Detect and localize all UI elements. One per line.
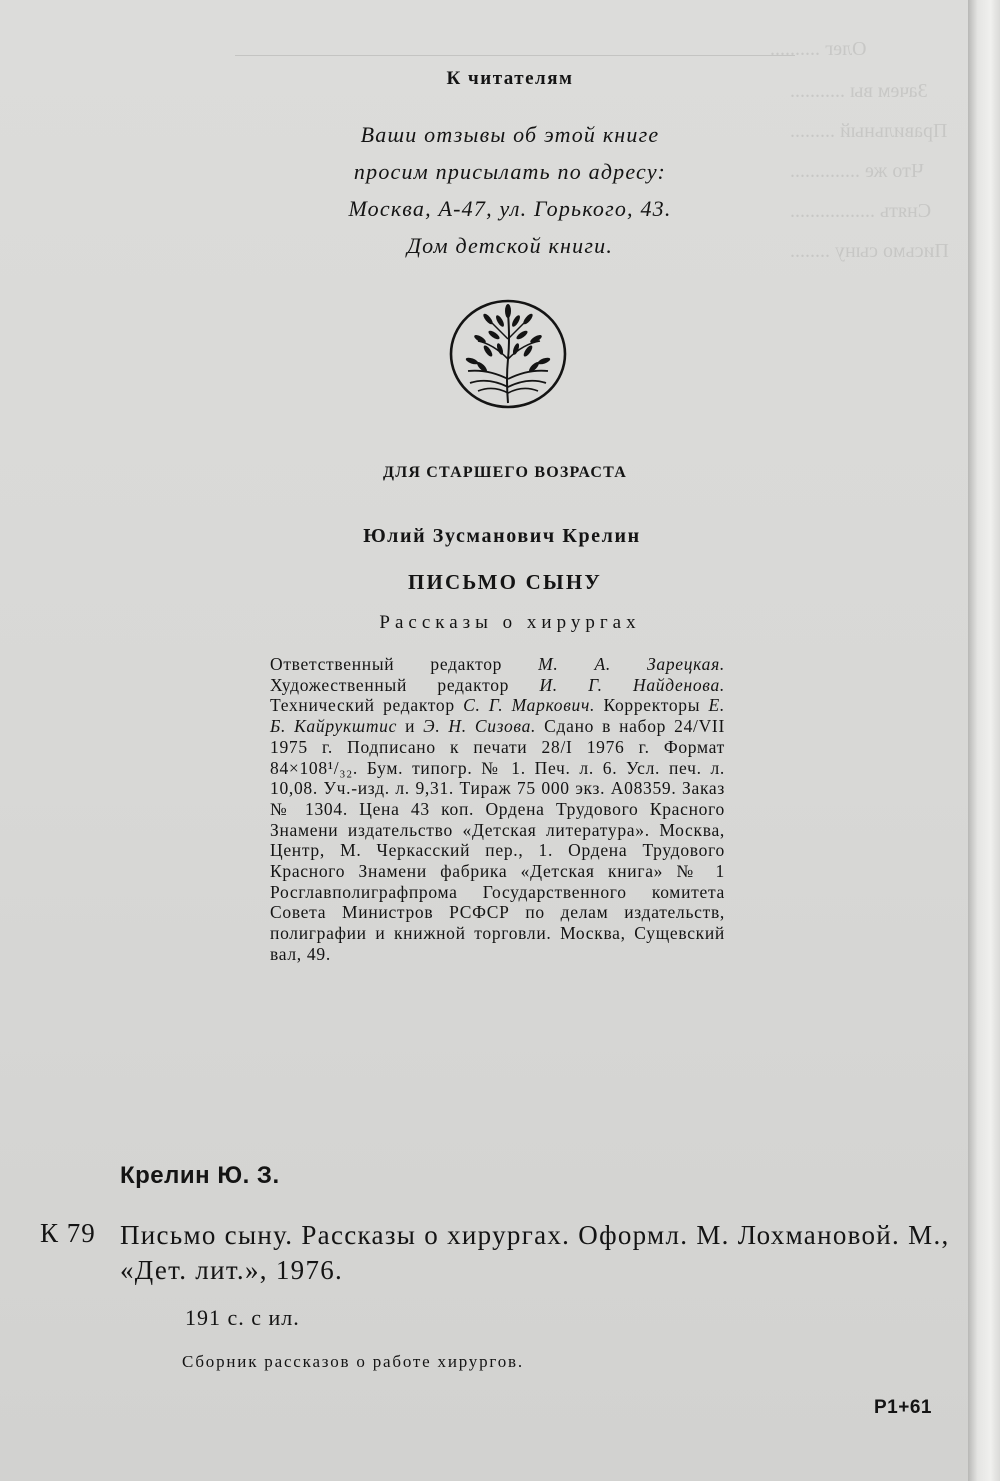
readers-line: Москва, А-47, ул. Горького, 43. — [348, 196, 672, 221]
imprint-block — [270, 654, 725, 965]
book-title: ПИСЬМО СЫНУ — [407, 570, 602, 594]
ghost-line — [235, 55, 795, 56]
imprint-text: Корректоры — [595, 695, 709, 716]
tech-editor-name: С. Г. Маркович. — [463, 695, 596, 716]
catalog-pages: 191 с. с ил. — [185, 1305, 300, 1330]
catalog-index: К 79 — [40, 1218, 96, 1248]
readers-line: Дом детской книги. — [406, 233, 614, 258]
ghost-text: Письмо сыну ........ — [790, 240, 949, 262]
catalog-code: Р1+61 — [874, 1397, 932, 1418]
ghost-text: Снять ................. — [790, 200, 932, 222]
art-editor-name: И. Г. Найденова. — [539, 674, 725, 695]
catalog-description: Письмо сыну. Рассказы о хирургах. Оформл. М. Лохмановой. М., «Дет. лит.», 1976. — [120, 1220, 950, 1285]
ghost-text: Зачем вы ........... — [790, 80, 928, 102]
imprint-text: Сдано в набор 24/VII 1975 г. Подписано к печати 28/I 1976 г. Формат 84×108¹/₃₂. Бум. типогр. № 1. Печ. л. 6. Усл. печ. л. 10,08. Уч.-изд. л. 9,31. Тираж 75 000 экз. А08359. Заказ № 1304. Цена 43 коп. Ордена Трудового Красного Знамени издательство «Детская литература». Москва, Центр, М. Черкасский пер., 1. Ордена Трудового Красного Знамени фабрика «Детская книга» № 1 Росглавполиграфпрома Государственного комитета Совета Министров РСФСР по делам издательств, полиграфии и книжной торговли. Москва, Сущевский вал, 49. — [270, 716, 725, 964]
readers-line: Ваши отзывы об этой книге — [360, 122, 660, 147]
imprint-text: Ответственный редактор — [270, 654, 539, 674]
tree-branch-emblem-icon — [448, 299, 568, 409]
ghost-text: Олег .......... — [770, 38, 867, 60]
catalog-author: Крелин Ю. З. — [120, 1162, 280, 1189]
age-label: ДЛЯ СТАРШЕГО ВОЗРАСТА — [383, 464, 627, 481]
editor-name: М. А. Зарецкая. — [538, 654, 725, 674]
proofreader-name: Э. Н. Сизова. — [423, 716, 537, 737]
ghost-text: Правильный ......... — [790, 120, 948, 142]
readers-heading: К читателям — [446, 68, 574, 89]
ghost-text: Что же .............. — [790, 160, 924, 182]
proofreader-name: Е. Б. Кайрукштис — [270, 695, 725, 737]
book-subtitle: Рассказы о хирургах — [379, 612, 641, 633]
readers-address — [10, 116, 1000, 264]
readers-line: просим присылать по адресу: — [353, 159, 667, 184]
imprint-text: и — [397, 716, 424, 737]
imprint-text: Художественный редактор — [270, 674, 540, 695]
imprint-text: Технический редактор — [270, 695, 464, 716]
author-name: Юлий Зусманович Крелин — [363, 525, 641, 547]
catalog-note: Сборник рассказов о работе хирургов. — [182, 1352, 524, 1371]
